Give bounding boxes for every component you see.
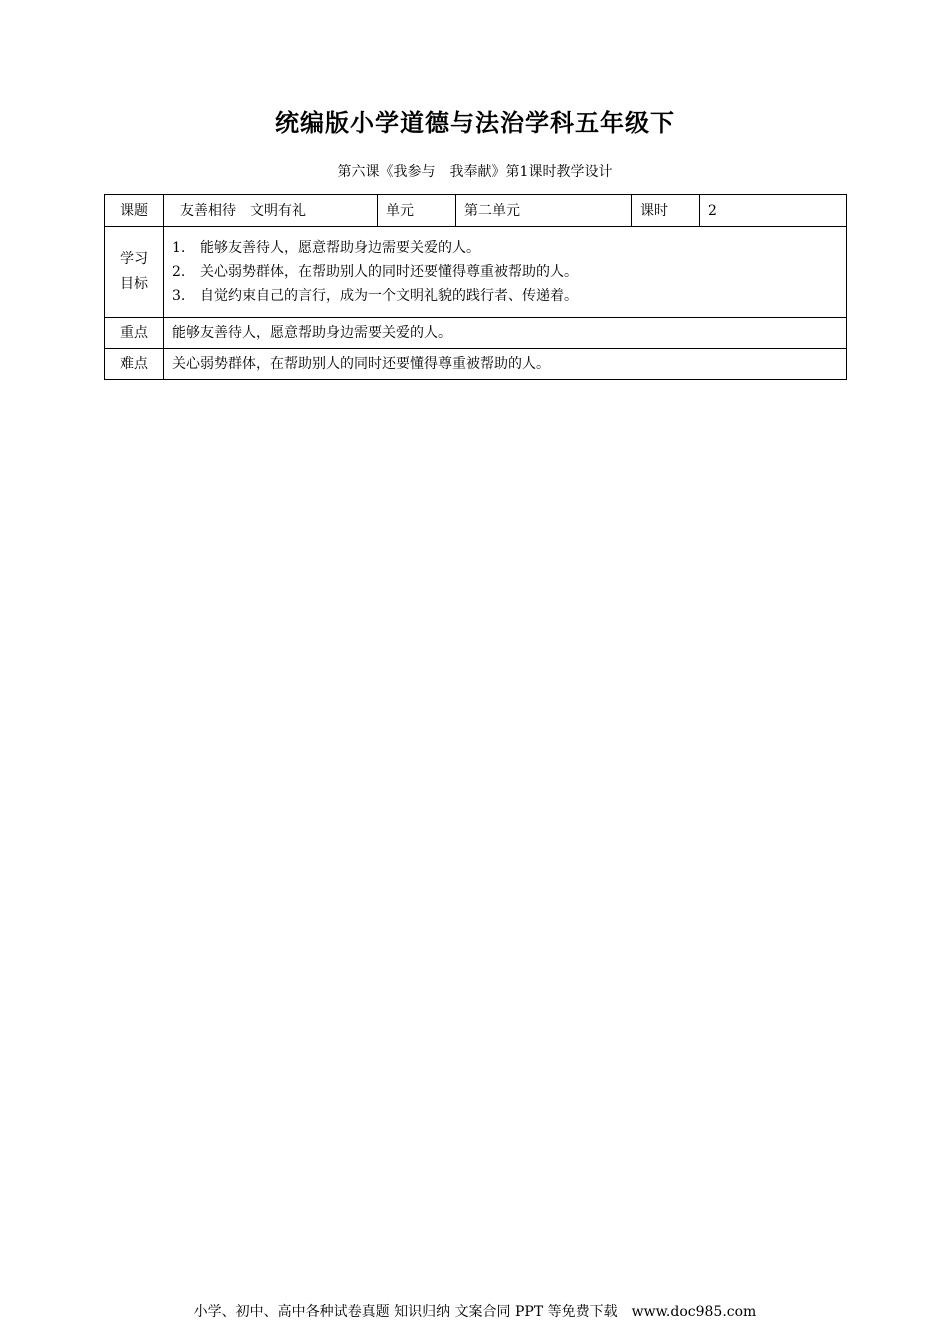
topic-label: 课题 [105, 195, 164, 227]
lesson-plan-table [104, 194, 847, 380]
goals-label-line1: 学习 [120, 251, 148, 267]
goal-text: 自觉约束自己的言行，成为一个文明礼貌的践行者、传递着。 [200, 288, 578, 304]
goal-number: 3. [172, 288, 186, 304]
goal-number: 2. [172, 264, 186, 280]
table-row-header [105, 195, 847, 227]
goal-text: 关心弱势群体，在帮助别人的同时还要懂得尊重被帮助的人。 [200, 264, 578, 280]
key-points-label: 重点 [105, 318, 164, 349]
key-points-value: 能够友善待人，愿意帮助身边需要关爱的人。 [164, 318, 847, 349]
goal-item [172, 236, 838, 260]
page-footer: 小学、初中、高中各种试卷真题 知识归纳 文案合同 PPT 等免费下载 www.doc985.com [193, 1304, 757, 1320]
goal-item [172, 260, 838, 284]
table-row-key-points [105, 318, 847, 349]
goals-label-line2: 目标 [120, 276, 148, 292]
difficulty-label: 难点 [105, 349, 164, 380]
table-row-difficulties [105, 349, 847, 380]
unit-value: 第二单元 [456, 195, 632, 227]
goal-number: 1. [172, 240, 186, 256]
topic-value: 友善相待 文明有礼 [164, 195, 378, 227]
goal-text: 能够友善待人，愿意帮助身边需要关爱的人。 [200, 240, 480, 256]
page-title: 统编版小学道德与法治学科五年级下 [275, 109, 675, 137]
goals-label [105, 227, 164, 318]
goal-item [172, 284, 838, 308]
page-subtitle: 第六课《我参与 我奉献》第1课时教学设计 [337, 164, 613, 180]
difficulty-value: 关心弱势群体，在帮助别人的同时还要懂得尊重被帮助的人。 [164, 349, 847, 380]
goals-cell [164, 227, 847, 318]
hours-label: 课时 [632, 195, 700, 227]
hours-value: 2 [700, 195, 847, 227]
goals-list [172, 236, 838, 308]
table-row-goals [105, 227, 847, 318]
unit-label: 单元 [378, 195, 456, 227]
